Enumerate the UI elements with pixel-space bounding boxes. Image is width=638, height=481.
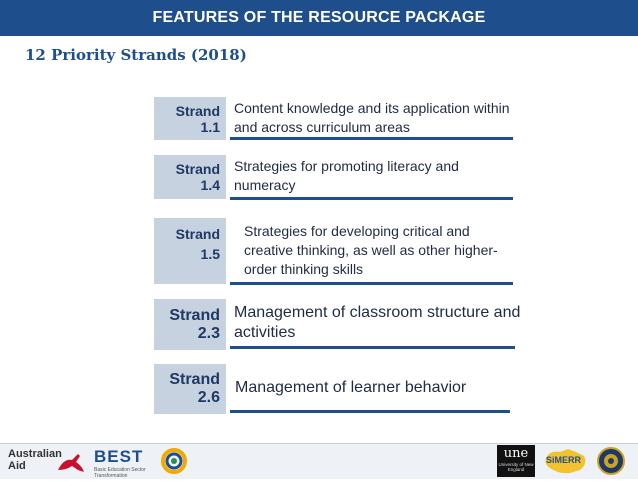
kangaroo-icon xyxy=(56,450,86,474)
strand-number: 1.5 xyxy=(200,246,220,262)
strand-word: Strand xyxy=(169,306,220,324)
header-bar xyxy=(0,0,638,36)
header-title: FEATURES OF THE RESOURCE PACKAGE xyxy=(152,9,486,26)
strand-description-2-6: Management of learner behavior xyxy=(235,379,467,396)
strand-description-1-1: Content knowledge and its application within and across curriculum areas xyxy=(234,100,510,135)
strand-underline-2-6 xyxy=(230,410,510,413)
strand-word: Strand xyxy=(169,371,220,388)
page-subtitle: 12 Priority Strands (2018) xyxy=(25,46,247,64)
strand-number: 1.1 xyxy=(200,118,220,135)
strand-label-1-4 xyxy=(154,155,226,199)
strand-word: Strand xyxy=(175,102,220,119)
strand-underline-2-3 xyxy=(230,346,515,349)
strand-description-1-5: Strategies for developing critical and creative thinking, as well as other higher-order thinking skills xyxy=(244,223,498,277)
australian-aid-logo: Australian Aid xyxy=(8,446,88,476)
strand-label-2-3 xyxy=(154,299,226,350)
strand-description-2-3: Management of classroom structure and activities xyxy=(234,304,521,341)
seal-logo-icon xyxy=(596,446,626,476)
smerr-logo: SiMERR xyxy=(540,446,590,476)
strand-label-2-6 xyxy=(154,364,226,414)
footer-logo-bar xyxy=(0,443,638,479)
strand-description-1-4: Strategies for promoting literacy and numeracy xyxy=(234,158,459,193)
strand-label-1-5 xyxy=(154,218,226,284)
best-logo: BEST Basic Education Sector Transformation xyxy=(94,447,146,479)
strand-word: Strand xyxy=(175,226,220,242)
strand-word: Strand xyxy=(175,161,220,177)
ring-logo-icon xyxy=(160,447,188,475)
strand-number: 1.4 xyxy=(200,177,220,193)
strand-number: 2.6 xyxy=(197,389,220,406)
strand-underline-1-1 xyxy=(230,137,513,140)
strand-underline-1-4 xyxy=(230,197,513,200)
strand-number: 2.3 xyxy=(197,324,220,342)
strand-label-1-1 xyxy=(154,97,226,140)
une-logo: une University of New England xyxy=(497,445,535,477)
strand-underline-1-5 xyxy=(230,282,513,285)
